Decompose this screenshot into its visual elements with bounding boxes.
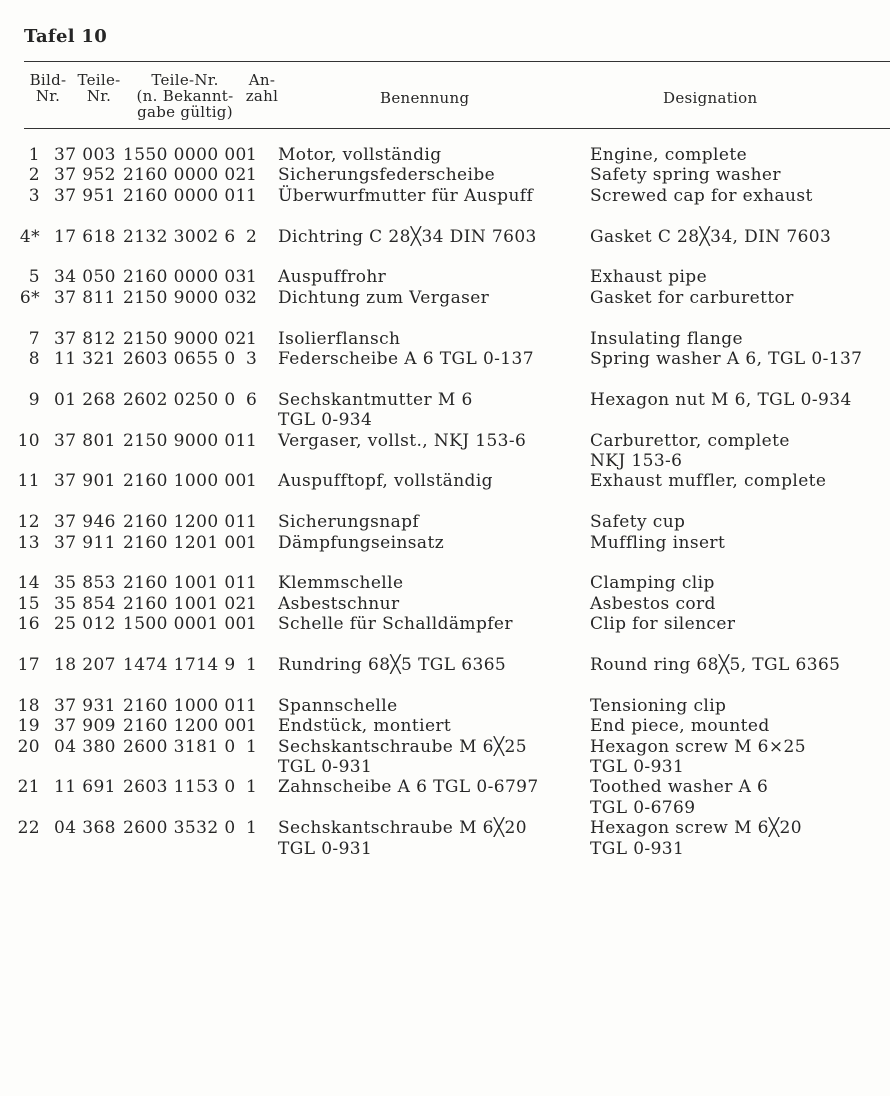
row-7-bild-nr: 7 xyxy=(28,328,40,349)
row-6-teile-nr-new: 2150 9000 03 xyxy=(123,287,247,308)
row-4-teile-nr-new: 2132 3002 6 xyxy=(123,226,236,247)
row-7-anzahl: 1 xyxy=(246,328,258,349)
row-22-teile-nr-new: 2600 3532 0 xyxy=(123,818,236,839)
row-1-teile-nr: 37 003 xyxy=(54,145,116,165)
row-18-teile-nr-new: 2160 1000 01 xyxy=(123,695,247,716)
row-9-teile-nr: 01 268 xyxy=(54,389,116,410)
row-13-teile-nr-new: 2160 1201 00 xyxy=(123,532,247,553)
row-22-anzahl: 1 xyxy=(246,818,258,839)
row-11-benennung-line-1: Auspufftopf, vollständig xyxy=(278,471,493,492)
row-21-bild-nr: 21 xyxy=(17,777,40,798)
row-18-teile-nr: 37 931 xyxy=(54,695,116,716)
row-15-designation-line-1: Asbestos cord xyxy=(590,593,716,614)
row-9-benennung-line-1: Sechskantmutter M 6 xyxy=(278,389,473,410)
row-17-designation-line-1: Round ring 68╳5, TGL 6365 xyxy=(590,655,841,675)
row-7-teile-nr-new: 2150 9000 02 xyxy=(123,328,247,349)
row-1-anzahl: 1 xyxy=(246,145,258,165)
row-22-bild-nr: 22 xyxy=(17,818,40,839)
header-bild-nr-line1: Bild- xyxy=(29,71,67,89)
row-8-teile-nr: 11 321 xyxy=(54,349,116,369)
row-13-benennung-line-1: Dämpfungseinsatz xyxy=(278,532,445,553)
row-7-benennung-line-1: Isolierflansch xyxy=(278,328,401,349)
row-17-teile-nr: 18 207 xyxy=(54,655,116,675)
header-teile-nr-new-line3: gabe gültig) xyxy=(137,103,233,121)
row-20-anzahl: 1 xyxy=(246,736,258,757)
row-19-bild-nr: 19 xyxy=(17,716,40,737)
row-12-anzahl: 1 xyxy=(246,512,258,533)
row-18-benennung-line-1: Spannschelle xyxy=(278,695,398,716)
row-14-teile-nr-new: 2160 1001 01 xyxy=(123,573,247,594)
row-1-designation-line-1: Engine, complete xyxy=(590,145,748,165)
row-21-teile-nr: 11 691 xyxy=(54,777,116,798)
row-17-teile-nr-new: 1474 1714 9 xyxy=(123,655,236,675)
row-18-bild-nr: 18 xyxy=(17,695,40,716)
row-6-anzahl: 2 xyxy=(246,287,258,308)
row-10-teile-nr-new: 2150 9000 01 xyxy=(123,430,247,451)
row-13-bild-nr: 13 xyxy=(17,532,40,553)
row-10-designation-line-2: NKJ 153-6 xyxy=(590,451,683,471)
row-21-designation-line-2: TGL 0-6769 xyxy=(590,797,696,818)
row-17-bild-nr: 17 xyxy=(17,655,40,675)
row-10-designation-line-1: Carburettor, complete xyxy=(590,430,790,451)
row-14-benennung-line-1: Klemmschelle xyxy=(278,573,404,594)
header-teile-nr-line1: Teile- xyxy=(77,71,121,89)
row-2-benennung-line-1: Sicherungsfederscheibe xyxy=(278,165,496,186)
row-21-benennung-line-1: Zahnscheibe A 6 TGL 0-6797 xyxy=(278,777,539,798)
row-19-teile-nr-new: 2160 1200 00 xyxy=(123,716,247,737)
row-9-anzahl: 6 xyxy=(246,389,258,410)
row-13-anzahl: 1 xyxy=(246,532,258,553)
row-8-teile-nr-new: 2603 0655 0 xyxy=(123,349,236,369)
row-14-anzahl: 1 xyxy=(246,573,258,594)
row-10-benennung-line-1: Vergaser, vollst., NKJ 153-6 xyxy=(278,430,527,451)
row-21-anzahl: 1 xyxy=(246,777,258,798)
row-11-teile-nr: 37 901 xyxy=(54,471,116,492)
row-6-benennung-line-1: Dichtung zum Vergaser xyxy=(278,287,490,308)
row-16-benennung-line-1: Schelle für Schalldämpfer xyxy=(278,614,513,635)
row-12-bild-nr: 12 xyxy=(17,512,40,533)
row-6-designation-line-1: Gasket for carburettor xyxy=(590,287,794,308)
row-11-teile-nr-new: 2160 1000 00 xyxy=(123,471,247,492)
row-15-benennung-line-1: Asbestschnur xyxy=(278,593,400,614)
row-6-bild-nr: 6* xyxy=(19,287,40,308)
header-bild-nr-line2: Nr. xyxy=(35,87,61,105)
row-3-bild-nr: 3 xyxy=(28,185,40,206)
header-benennung: Benennung xyxy=(380,89,470,107)
row-1-bild-nr: 1 xyxy=(28,145,40,165)
row-7-teile-nr: 37 812 xyxy=(54,328,116,349)
row-22-benennung-line-1: Sechskantschraube M 6╳20 xyxy=(278,818,527,839)
row-5-bild-nr: 5 xyxy=(28,267,40,288)
header-teile-nr-line2: Nr. xyxy=(86,87,112,105)
row-2-bild-nr: 2 xyxy=(28,165,40,186)
row-3-anzahl: 1 xyxy=(246,185,258,206)
row-2-anzahl: 1 xyxy=(246,165,258,186)
row-20-designation-line-1: Hexagon screw M 6×25 xyxy=(590,736,806,757)
row-4-bild-nr: 4* xyxy=(19,226,40,247)
row-9-teile-nr-new: 2602 0250 0 xyxy=(123,389,236,410)
row-3-teile-nr-new: 2160 0000 01 xyxy=(123,185,247,206)
row-20-teile-nr: 04 380 xyxy=(54,736,116,757)
row-15-teile-nr: 35 854 xyxy=(54,593,116,614)
row-4-anzahl: 2 xyxy=(246,226,258,247)
row-18-designation-line-1: Tensioning clip xyxy=(590,695,727,716)
row-9-designation-line-1: Hexagon nut M 6, TGL 0-934 xyxy=(590,389,852,410)
row-5-benennung-line-1: Auspuffrohr xyxy=(278,267,387,288)
row-3-teile-nr: 37 951 xyxy=(54,185,116,206)
row-15-anzahl: 1 xyxy=(246,593,258,614)
row-13-teile-nr: 37 911 xyxy=(54,532,116,553)
row-22-teile-nr: 04 368 xyxy=(54,818,116,839)
row-12-designation-line-1: Safety cup xyxy=(590,512,686,533)
row-22-designation-line-1: Hexagon screw M 6╳20 xyxy=(590,818,802,839)
row-19-benennung-line-1: Endstück, montiert xyxy=(278,716,452,737)
row-4-benennung-line-1: Dichtring C 28╳34 DIN 7603 xyxy=(278,226,537,247)
row-16-teile-nr-new: 1500 0001 00 xyxy=(123,614,247,635)
header-teile-nr-new-line2: (n. Bekannt- xyxy=(136,87,234,105)
row-12-teile-nr: 37 946 xyxy=(54,512,116,533)
row-17-benennung-line-1: Rundring 68╳5 TGL 6365 xyxy=(278,655,507,675)
row-6-teile-nr: 37 811 xyxy=(54,287,116,308)
row-5-teile-nr-new: 2160 0000 03 xyxy=(123,267,247,288)
row-5-designation-line-1: Exhaust pipe xyxy=(590,267,708,288)
row-11-anzahl: 1 xyxy=(246,471,258,492)
row-7-designation-line-1: Insulating flange xyxy=(590,328,743,349)
row-12-benennung-line-1: Sicherungsnapf xyxy=(278,512,420,533)
row-8-designation-line-1: Spring washer A 6, TGL 0-137 xyxy=(590,349,863,369)
row-16-teile-nr: 25 012 xyxy=(54,614,116,635)
row-4-designation-line-1: Gasket C 28╳34, DIN 7603 xyxy=(590,226,832,247)
row-20-benennung-line-2: TGL 0-931 xyxy=(278,757,373,777)
row-8-benennung-line-1: Federscheibe A 6 TGL 0-137 xyxy=(278,349,534,369)
row-22-benennung-line-2: TGL 0-931 xyxy=(278,838,373,859)
row-10-bild-nr: 10 xyxy=(17,430,40,451)
row-16-designation-line-1: Clip for silencer xyxy=(590,614,736,635)
row-15-bild-nr: 15 xyxy=(17,593,40,614)
row-18-anzahl: 1 xyxy=(246,695,258,716)
row-8-anzahl: 3 xyxy=(246,349,258,369)
row-3-benennung-line-1: Überwurfmutter für Auspuff xyxy=(278,185,534,206)
page-title: Tafel 10 xyxy=(24,26,108,47)
row-10-anzahl: 1 xyxy=(246,430,258,451)
row-19-designation-line-1: End piece, mounted xyxy=(590,716,770,737)
row-21-designation-line-1: Toothed washer A 6 xyxy=(590,777,769,798)
row-3-designation-line-1: Screwed cap for exhaust xyxy=(590,185,813,206)
header-anzahl-line1: An- xyxy=(248,71,276,89)
row-1-benennung-line-1: Motor, vollständig xyxy=(278,145,442,165)
row-9-benennung-line-2: TGL 0-934 xyxy=(278,410,373,431)
row-19-anzahl: 1 xyxy=(246,716,258,737)
header-anzahl-line2: zahl xyxy=(245,87,279,105)
row-13-designation-line-1: Muffling insert xyxy=(590,532,726,553)
row-17-anzahl: 1 xyxy=(246,655,258,675)
row-1-teile-nr-new: 1550 0000 00 xyxy=(123,145,247,165)
header-teile-nr-new-line1: Teile-Nr. xyxy=(151,71,219,89)
row-2-designation-line-1: Safety spring washer xyxy=(590,165,781,186)
row-11-designation-line-1: Exhaust muffler, complete xyxy=(590,471,827,492)
row-10-teile-nr: 37 801 xyxy=(54,430,116,451)
row-5-anzahl: 1 xyxy=(246,267,258,288)
row-21-teile-nr-new: 2603 1153 0 xyxy=(123,777,236,798)
row-20-bild-nr: 20 xyxy=(17,736,40,757)
row-20-designation-line-2: TGL 0-931 xyxy=(590,757,685,777)
row-12-teile-nr-new: 2160 1200 01 xyxy=(123,512,247,533)
row-19-teile-nr: 37 909 xyxy=(54,716,116,737)
row-2-teile-nr: 37 952 xyxy=(54,165,116,186)
row-14-teile-nr: 35 853 xyxy=(54,573,116,594)
row-4-teile-nr: 17 618 xyxy=(54,226,116,247)
row-9-bild-nr: 9 xyxy=(28,389,40,410)
row-16-anzahl: 1 xyxy=(246,614,258,635)
row-5-teile-nr: 34 050 xyxy=(54,267,116,288)
row-8-bild-nr: 8 xyxy=(28,349,40,369)
row-11-bild-nr: 11 xyxy=(17,471,40,492)
row-22-designation-line-2: TGL 0-931 xyxy=(590,838,685,859)
row-14-designation-line-1: Clamping clip xyxy=(590,573,715,594)
row-2-teile-nr-new: 2160 0000 02 xyxy=(123,165,247,186)
row-15-teile-nr-new: 2160 1001 02 xyxy=(123,593,247,614)
row-20-teile-nr-new: 2600 3181 0 xyxy=(123,736,236,757)
row-20-benennung-line-1: Sechskantschraube M 6╳25 xyxy=(278,736,527,757)
header-designation: Designation xyxy=(663,89,758,107)
row-16-bild-nr: 16 xyxy=(17,614,40,635)
row-14-bild-nr: 14 xyxy=(17,573,40,594)
